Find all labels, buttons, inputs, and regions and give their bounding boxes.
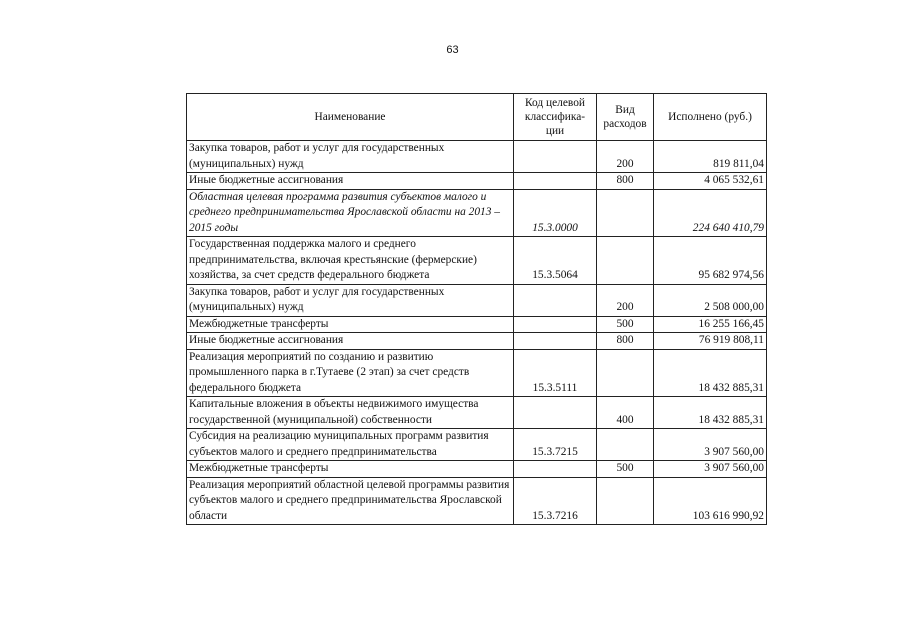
row-code bbox=[514, 316, 597, 333]
row-amount: 3 907 560,00 bbox=[654, 461, 767, 478]
row-code: 15.3.0000 bbox=[514, 189, 597, 237]
row-type: 800 bbox=[597, 333, 654, 350]
row-code bbox=[514, 333, 597, 350]
row-name: Межбюджетные трансферты bbox=[187, 316, 514, 333]
row-amount: 819 811,04 bbox=[654, 141, 767, 173]
row-type bbox=[597, 477, 654, 525]
row-type bbox=[597, 349, 654, 397]
table-row bbox=[187, 189, 767, 237]
table-row bbox=[187, 429, 767, 461]
row-name: Закупка товаров, работ и услуг для государственных (муниципальных) нужд bbox=[187, 141, 514, 173]
row-code bbox=[514, 397, 597, 429]
row-name: Государственная поддержка малого и среднего предпринимательства, включая крестьянские (фермерские) хозяйства, за счет средств федерального бюджета bbox=[187, 237, 514, 285]
row-name: Иные бюджетные ассигнования bbox=[187, 173, 514, 190]
row-code: 15.3.5111 bbox=[514, 349, 597, 397]
row-amount: 16 255 166,45 bbox=[654, 316, 767, 333]
table-row bbox=[187, 141, 767, 173]
table-row bbox=[187, 477, 767, 525]
row-code: 15.3.7216 bbox=[514, 477, 597, 525]
row-code: 15.3.7215 bbox=[514, 429, 597, 461]
row-amount: 76 919 808,11 bbox=[654, 333, 767, 350]
row-amount: 18 432 885,31 bbox=[654, 349, 767, 397]
table-row bbox=[187, 461, 767, 478]
row-type bbox=[597, 237, 654, 285]
row-name: Иные бюджетные ассигнования bbox=[187, 333, 514, 350]
row-code bbox=[514, 461, 597, 478]
row-type bbox=[597, 189, 654, 237]
row-name: Межбюджетные трансферты bbox=[187, 461, 514, 478]
header-type: Вид расходов bbox=[597, 94, 654, 141]
row-type: 200 bbox=[597, 141, 654, 173]
row-code bbox=[514, 173, 597, 190]
row-name: Областная целевая программа развития субъектов малого и среднего предпринимательства Ярославской области на 2013 – 2015 годы bbox=[187, 189, 514, 237]
row-type: 400 bbox=[597, 397, 654, 429]
row-type: 800 bbox=[597, 173, 654, 190]
budget-table bbox=[186, 93, 767, 525]
row-name: Закупка товаров, работ и услуг для государственных (муниципальных) нужд bbox=[187, 284, 514, 316]
table-header-row bbox=[187, 94, 767, 141]
header-amount: Исполнено (руб.) bbox=[654, 94, 767, 141]
header-code: Код целевой классифика-ции bbox=[514, 94, 597, 141]
header-name: Наименование bbox=[187, 94, 514, 141]
row-type: 500 bbox=[597, 461, 654, 478]
table-row bbox=[187, 333, 767, 350]
row-name: Капитальные вложения в объекты недвижимого имущества государственной (муниципальной) собственности bbox=[187, 397, 514, 429]
table-row bbox=[187, 284, 767, 316]
row-type: 500 bbox=[597, 316, 654, 333]
row-amount: 2 508 000,00 bbox=[654, 284, 767, 316]
row-code bbox=[514, 284, 597, 316]
table-row bbox=[187, 173, 767, 190]
table-body bbox=[187, 141, 767, 525]
row-amount: 103 616 990,92 bbox=[654, 477, 767, 525]
row-name: Реализация мероприятий областной целевой программы развития субъектов малого и среднего предпринимательства Ярославской области bbox=[187, 477, 514, 525]
table-row bbox=[187, 349, 767, 397]
row-name: Субсидия на реализацию муниципальных программ развития субъектов малого и среднего предпринимательства bbox=[187, 429, 514, 461]
row-amount: 3 907 560,00 bbox=[654, 429, 767, 461]
row-amount: 4 065 532,61 bbox=[654, 173, 767, 190]
row-type: 200 bbox=[597, 284, 654, 316]
row-amount: 18 432 885,31 bbox=[654, 397, 767, 429]
table-row bbox=[187, 237, 767, 285]
table-row bbox=[187, 316, 767, 333]
page-number: 63 bbox=[446, 44, 459, 56]
row-amount: 224 640 410,79 bbox=[654, 189, 767, 237]
row-name: Реализация мероприятий по созданию и развитию промышленного парка в г.Тутаеве (2 этап) за счет средств федерального бюджета bbox=[187, 349, 514, 397]
row-code bbox=[514, 141, 597, 173]
row-code: 15.3.5064 bbox=[514, 237, 597, 285]
row-type bbox=[597, 429, 654, 461]
table-row bbox=[187, 397, 767, 429]
row-amount: 95 682 974,56 bbox=[654, 237, 767, 285]
